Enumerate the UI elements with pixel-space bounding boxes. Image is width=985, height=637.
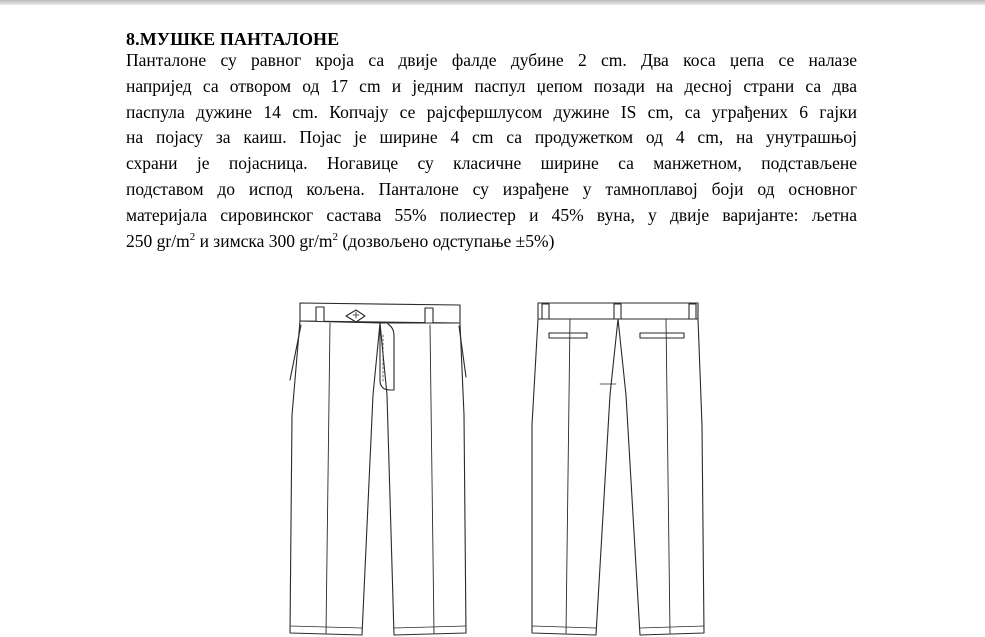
superscript-2: 2 xyxy=(332,230,338,243)
belt-loop xyxy=(614,304,621,319)
fabric-weight-summer: 250 gr/m xyxy=(126,230,190,251)
superscript-2: 2 xyxy=(189,230,196,243)
paragraph-line-4: на појасу за каиш. Појас је ширине 4 cm са продужетком од 4 cm, на унутрашњој xyxy=(126,127,857,148)
back-right-leg xyxy=(618,319,704,635)
front-left-leg xyxy=(290,321,380,635)
paragraph-line-1: Панталоне су равног кроја са двије фалде дубине 2 cm. Два коса џепа се налазе xyxy=(126,50,857,70)
paragraph-line-7: материјала сировинског састава 55% полиестер и 45% вуна, у двије варијанте: љетна xyxy=(126,204,857,225)
paragraph-line-8 xyxy=(126,229,857,255)
belt-loop xyxy=(316,307,324,322)
section-heading: 8.МУШКЕ ПАНТАЛОНЕ xyxy=(126,29,340,49)
back-view-trousers xyxy=(532,303,704,635)
fabric-weight-winter: и зимска 300 gr/m xyxy=(195,230,333,251)
tolerance-note: (дозвољено одступање ±5%) xyxy=(337,230,555,251)
belt-loop xyxy=(425,308,433,323)
front-right-leg xyxy=(380,323,466,635)
left-back-welt-pocket xyxy=(549,333,587,338)
front-view-trousers xyxy=(290,303,466,635)
paragraph-line-3: паспула дужине 14 cm. Копчају се рајсфершлусом дужине IS cm, са уграђених 6 гајки xyxy=(126,101,857,122)
paragraph-line-5: схрани је појасница. Ногавице су класичне ширине са манжетном, подстављене xyxy=(126,153,857,174)
paragraph-line-2: напријед са отвором од 17 cm и једним паспул џепом позади на десној страни са два xyxy=(126,75,857,96)
paragraph-line-6: подставом до испод кољена. Панталоне су израђене у тамноплавој боји од основног xyxy=(126,178,857,199)
right-back-welt-pocket xyxy=(640,333,684,338)
description-paragraph xyxy=(126,48,857,254)
back-left-leg xyxy=(532,319,618,635)
belt-loop xyxy=(542,304,549,319)
window-top-edge xyxy=(0,0,985,5)
trousers-technical-drawing xyxy=(270,295,720,637)
belt-loop xyxy=(689,304,696,319)
